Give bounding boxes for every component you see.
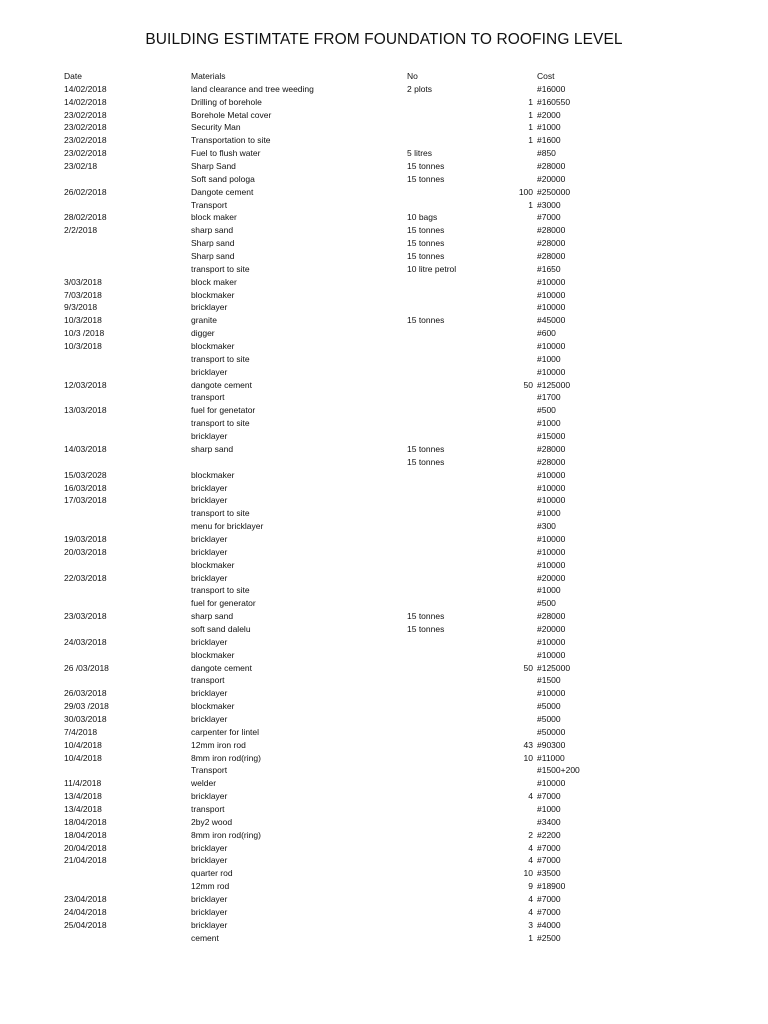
cell-cost: #10000 [537, 366, 566, 377]
cell-cost: #90300 [537, 739, 566, 750]
table-row [0, 906, 768, 919]
cell-material: Transport [191, 765, 228, 776]
cell-cost: #28000 [537, 456, 566, 467]
cell-material: carpenter for lintel [191, 726, 260, 737]
cell-material: bricklayer [191, 855, 228, 866]
cell-quantity: 4 [528, 906, 533, 917]
cell-material: sharp sand [191, 611, 234, 622]
cell-no: 15 tonnes [407, 161, 445, 172]
cell-material: fuel for genetator [191, 405, 256, 416]
table-row [0, 880, 768, 893]
cell-quantity: 100 [518, 186, 533, 197]
cell-date: 26 /03/2018 [64, 662, 109, 673]
cell-date: 10/3/2018 [64, 341, 102, 352]
cell-date: 24/03/2018 [64, 636, 107, 647]
table-row [0, 186, 768, 199]
cell-cost: #10000 [537, 688, 566, 699]
table-row [0, 327, 768, 340]
cell-cost: #45000 [537, 315, 566, 326]
cell-material: Transport [191, 199, 228, 210]
table-row [0, 636, 768, 649]
cell-no: 2 plots [407, 83, 433, 94]
cell-date: 10/3/2018 [64, 315, 102, 326]
table-row [0, 662, 768, 675]
cell-date: 7/4/2018 [64, 726, 98, 737]
table-row [0, 96, 768, 109]
cell-material: cement [191, 932, 219, 943]
table-row [0, 584, 768, 597]
header-date: Date [64, 71, 82, 81]
estimate-table [0, 70, 768, 944]
cell-cost: #1000 [537, 585, 561, 596]
cell-cost: #1000 [537, 122, 561, 133]
cell-date: 18/04/2018 [64, 829, 107, 840]
cell-cost: #10000 [537, 559, 566, 570]
cell-date: 14/03/2018 [64, 443, 107, 454]
table-row [0, 597, 768, 610]
cell-date: 10/4/2018 [64, 739, 102, 750]
cell-material: sharp sand [191, 443, 234, 454]
cell-date: 26/02/2018 [64, 186, 107, 197]
cell-material: blockmaker [191, 559, 235, 570]
cell-material: Fuel to flush water [191, 148, 261, 159]
cell-cost: #16000 [537, 83, 566, 94]
cell-material: bricklayer [191, 431, 228, 442]
table-row [0, 764, 768, 777]
cell-date: 10/4/2018 [64, 752, 102, 763]
cell-material: dangote cement [191, 379, 252, 390]
table-row [0, 623, 768, 636]
cell-cost: #250000 [537, 186, 571, 197]
cell-material: bricklayer [191, 842, 228, 853]
table-row [0, 199, 768, 212]
table-row [0, 134, 768, 147]
cell-date: 20/03/2018 [64, 546, 107, 557]
cell-date: 18/04/2018 [64, 816, 107, 827]
cell-material: bricklayer [191, 688, 228, 699]
header-no: No [407, 71, 418, 81]
cell-cost: #1700 [537, 392, 561, 403]
table-row [0, 224, 768, 237]
table-row [0, 559, 768, 572]
cell-material: transport [191, 803, 225, 814]
cell-cost: #10000 [537, 636, 566, 647]
cell-cost: #10000 [537, 546, 566, 557]
cell-material: block maker [191, 276, 237, 287]
cell-quantity: 4 [528, 791, 533, 802]
table-row [0, 867, 768, 880]
cell-material: bricklayer [191, 482, 228, 493]
cell-quantity: 1 [528, 932, 533, 943]
cell-cost: #7000 [537, 212, 561, 223]
cell-date: 21/04/2018 [64, 855, 107, 866]
cell-material: transport to site [191, 585, 250, 596]
cell-cost: #2500 [537, 932, 561, 943]
cell-material: transport to site [191, 418, 250, 429]
cell-material: 2by2 wood [191, 816, 233, 827]
cell-cost: #20000 [537, 572, 566, 583]
cell-cost: #1000 [537, 418, 561, 429]
cell-cost: #10000 [537, 289, 566, 300]
cell-no: 10 bags [407, 212, 438, 223]
cell-material: dangote cement [191, 662, 252, 673]
cell-no: 15 tonnes [407, 611, 445, 622]
table-row [0, 211, 768, 224]
cell-cost: #3000 [537, 199, 561, 210]
cell-date: 14/02/2018 [64, 83, 107, 94]
cell-date: 23/03/2018 [64, 611, 107, 622]
cell-quantity: 50 [523, 662, 533, 673]
cell-quantity: 3 [528, 919, 533, 930]
cell-date: 24/04/2018 [64, 906, 107, 917]
cell-cost: #125000 [537, 379, 571, 390]
table-row [0, 404, 768, 417]
cell-date: 25/04/2018 [64, 919, 107, 930]
table-row [0, 739, 768, 752]
cell-cost: #1650 [537, 263, 561, 274]
cell-quantity: 1 [528, 109, 533, 120]
cell-material: transport [191, 675, 225, 686]
table-row [0, 520, 768, 533]
cell-quantity: 50 [523, 379, 533, 390]
cell-material: bricklayer [191, 894, 228, 904]
cell-material: 12mm iron rod [191, 739, 246, 750]
cell-material: Dangote cement [191, 186, 254, 197]
cell-cost: #28000 [537, 443, 566, 454]
cell-cost: #10000 [537, 341, 566, 352]
cell-material: transport to site [191, 263, 250, 274]
cell-material: welder [191, 778, 217, 789]
cell-material: 12mm rod [191, 881, 230, 892]
cell-cost: #4000 [537, 919, 561, 930]
cell-no: 15 tonnes [407, 443, 445, 454]
table-row [0, 353, 768, 366]
cell-material: land clearance and tree weeding [191, 83, 314, 94]
cell-material: bricklayer [191, 546, 228, 557]
cell-cost: #300 [537, 521, 556, 532]
cell-cost: #10000 [537, 778, 566, 789]
table-row [0, 289, 768, 302]
cell-cost: #11000 [537, 752, 565, 763]
cell-cost: #1600 [537, 135, 561, 146]
cell-no: 15 tonnes [407, 315, 445, 326]
cell-date: 23/04/2018 [64, 894, 107, 904]
table-row [0, 443, 768, 456]
cell-quantity: 4 [528, 894, 533, 904]
cell-quantity: 1 [528, 135, 533, 146]
cell-material: quarter rod [191, 868, 233, 879]
table-row [0, 160, 768, 173]
cell-material: bricklayer [191, 366, 228, 377]
table-row [0, 713, 768, 726]
cell-cost: #18900 [537, 881, 566, 892]
cell-cost: #600 [537, 328, 556, 339]
cell-date: 29/03 /2018 [64, 701, 109, 712]
cell-material: digger [191, 328, 215, 339]
cell-material: bricklayer [191, 572, 228, 583]
cell-material: granite [191, 315, 217, 326]
cell-date: 23/02/2018 [64, 148, 107, 159]
table-row [0, 572, 768, 585]
cell-material: sharp sand [191, 225, 234, 236]
table-row [0, 494, 768, 507]
table-row [0, 777, 768, 790]
cell-cost: #10000 [537, 533, 566, 544]
table-row [0, 147, 768, 160]
cell-cost: #125000 [537, 662, 571, 673]
cell-material: block maker [191, 212, 237, 223]
cell-date: 17/03/2018 [64, 495, 107, 506]
cell-quantity: 9 [528, 881, 533, 892]
cell-date: 13/4/2018 [64, 803, 102, 814]
table-row [0, 109, 768, 122]
cell-quantity: 10 [523, 868, 533, 879]
cell-material: bricklayer [191, 495, 228, 506]
cell-material: Drilling of borehole [191, 96, 262, 107]
table-row [0, 301, 768, 314]
cell-cost: #500 [537, 598, 556, 609]
cell-material: bricklayer [191, 636, 228, 647]
table-row [0, 803, 768, 816]
cell-material: bricklayer [191, 302, 228, 313]
table-row [0, 314, 768, 327]
cell-date: 26/03/2018 [64, 688, 107, 699]
cell-cost: #5000 [537, 701, 561, 712]
cell-quantity: 4 [528, 842, 533, 853]
cell-cost: #3400 [537, 816, 561, 827]
cell-cost: #7000 [537, 906, 561, 917]
cell-no: 15 tonnes [407, 456, 445, 467]
table-row [0, 687, 768, 700]
cell-cost: #28000 [537, 611, 566, 622]
table-row [0, 533, 768, 546]
cell-cost: #1000 [537, 508, 561, 519]
cell-material: Sharp sand [191, 251, 235, 262]
cell-material: bricklayer [191, 713, 228, 724]
table-body [0, 83, 768, 945]
table-row [0, 790, 768, 803]
table-row [0, 919, 768, 932]
cell-date: 23/02/2018 [64, 135, 107, 146]
table-row [0, 932, 768, 945]
cell-date: 13/4/2018 [64, 791, 102, 802]
table-row [0, 237, 768, 250]
cell-material: Soft sand pologa [191, 173, 255, 184]
cell-date: 19/03/2018 [64, 533, 107, 544]
cell-cost: #10000 [537, 495, 566, 506]
cell-material: 8mm iron rod(ring) [191, 752, 261, 763]
cell-material: Borehole Metal cover [191, 109, 272, 120]
cell-date: 30/03/2018 [64, 713, 107, 724]
cell-date: 28/02/2018 [64, 212, 107, 223]
cell-material: soft sand dalelu [191, 623, 251, 634]
cell-cost: #10000 [537, 469, 566, 480]
table-row [0, 263, 768, 276]
table-row [0, 366, 768, 379]
cell-material: bricklayer [191, 919, 228, 930]
table-row [0, 700, 768, 713]
cell-cost: #20000 [537, 623, 566, 634]
table-row [0, 417, 768, 430]
cell-cost: #15000 [537, 431, 566, 442]
cell-cost: #10000 [537, 276, 566, 287]
table-row [0, 276, 768, 289]
cell-material: blockmaker [191, 469, 235, 480]
cell-material: Security Man [191, 122, 241, 133]
table-row [0, 649, 768, 662]
table-row [0, 674, 768, 687]
table-row [0, 482, 768, 495]
table-row [0, 391, 768, 404]
cell-date: 14/02/2018 [64, 96, 107, 107]
cell-material: bricklayer [191, 906, 228, 917]
cell-date: 3/03/2018 [64, 276, 102, 287]
cell-no: 15 tonnes [407, 225, 445, 236]
cell-no: 15 tonnes [407, 251, 445, 262]
cell-date: 23/02/2018 [64, 122, 107, 133]
table-row [0, 893, 768, 906]
cell-material: transport to site [191, 353, 250, 364]
header-materials: Materials [191, 71, 226, 81]
cell-material: blockmaker [191, 289, 235, 300]
table-row [0, 726, 768, 739]
cell-cost: #28000 [537, 161, 566, 172]
cell-date: 9/3/2018 [64, 302, 98, 313]
cell-quantity: 1 [528, 122, 533, 133]
table-row [0, 173, 768, 186]
header-cost: Cost [537, 71, 555, 81]
table-row [0, 829, 768, 842]
cell-no: 15 tonnes [407, 173, 445, 184]
cell-cost: #2000 [537, 109, 561, 120]
table-row [0, 546, 768, 559]
cell-cost: #7000 [537, 855, 561, 866]
cell-quantity: 10 [523, 752, 533, 763]
cell-cost: #7000 [537, 791, 561, 802]
table-row [0, 507, 768, 520]
cell-quantity: 2 [528, 829, 533, 840]
cell-cost: #160550 [537, 96, 571, 107]
table-row [0, 456, 768, 469]
table-row [0, 610, 768, 623]
cell-cost: #1500 [537, 675, 561, 686]
table-row [0, 752, 768, 765]
cell-cost: #2200 [537, 829, 561, 840]
cell-no: 15 tonnes [407, 238, 445, 249]
cell-cost: #1000 [537, 803, 561, 814]
cell-cost: #28000 [537, 238, 566, 249]
cell-quantity: 1 [528, 96, 533, 107]
cell-material: Sharp sand [191, 238, 235, 249]
cell-material: bricklayer [191, 791, 228, 802]
cell-material: 8mm iron rod(ring) [191, 829, 261, 840]
cell-date: 12/03/2018 [64, 379, 107, 390]
cell-cost: #3500 [537, 868, 561, 879]
cell-material: Sharp Sand [191, 161, 236, 172]
cell-material: blockmaker [191, 341, 235, 352]
cell-quantity: 4 [528, 855, 533, 866]
cell-cost: #7000 [537, 894, 561, 904]
cell-quantity: 1 [528, 199, 533, 210]
cell-date: 2/2/2018 [64, 225, 98, 236]
cell-cost: #1500+200 [537, 765, 580, 776]
cell-material: fuel for generator [191, 598, 256, 609]
cell-cost: #10000 [537, 482, 566, 493]
table-row [0, 250, 768, 263]
cell-no: 5 litres [407, 148, 433, 159]
cell-date: 16/03/2018 [64, 482, 107, 493]
cell-date: 13/03/2018 [64, 405, 107, 416]
cell-cost: #850 [537, 148, 556, 159]
table-row [0, 379, 768, 392]
cell-cost: #20000 [537, 173, 566, 184]
table-row [0, 430, 768, 443]
cell-quantity: 43 [523, 739, 533, 750]
table-row [0, 816, 768, 829]
cell-date: 22/03/2018 [64, 572, 107, 583]
cell-cost: #10000 [537, 649, 566, 660]
cell-material: blockmaker [191, 701, 235, 712]
cell-cost: #10000 [537, 302, 566, 313]
cell-date: 20/04/2018 [64, 842, 107, 853]
cell-material: menu for bricklayer [191, 521, 264, 532]
cell-no: 15 tonnes [407, 623, 445, 634]
cell-cost: #5000 [537, 713, 561, 724]
cell-material: Transportation to site [191, 135, 271, 146]
table-row [0, 854, 768, 867]
table-row [0, 842, 768, 855]
cell-material: transport [191, 392, 225, 403]
table-row [0, 83, 768, 96]
cell-cost: #500 [537, 405, 556, 416]
cell-cost: #7000 [537, 842, 561, 853]
table-row [0, 121, 768, 134]
table-row [0, 469, 768, 482]
cell-material: bricklayer [191, 533, 228, 544]
cell-material: transport to site [191, 508, 250, 519]
table-row [0, 340, 768, 353]
cell-date: 23/02/18 [64, 161, 98, 172]
cell-date: 23/02/2018 [64, 109, 107, 120]
cell-date: 7/03/2018 [64, 289, 102, 300]
cell-cost: #50000 [537, 726, 566, 737]
cell-cost: #28000 [537, 251, 566, 262]
cell-material: blockmaker [191, 649, 235, 660]
cell-cost: #1000 [537, 353, 561, 364]
document-title: BUILDING ESTIMTATE FROM FOUNDATION TO ROOFING LEVEL [145, 31, 623, 48]
table-header [0, 70, 768, 83]
cell-date: 15/03/2028 [64, 469, 107, 480]
cell-date: 11/4/2018 [64, 778, 102, 789]
cell-date: 10/3 /2018 [64, 328, 105, 339]
cell-no: 10 litre petrol [407, 263, 457, 274]
cell-cost: #28000 [537, 225, 566, 236]
